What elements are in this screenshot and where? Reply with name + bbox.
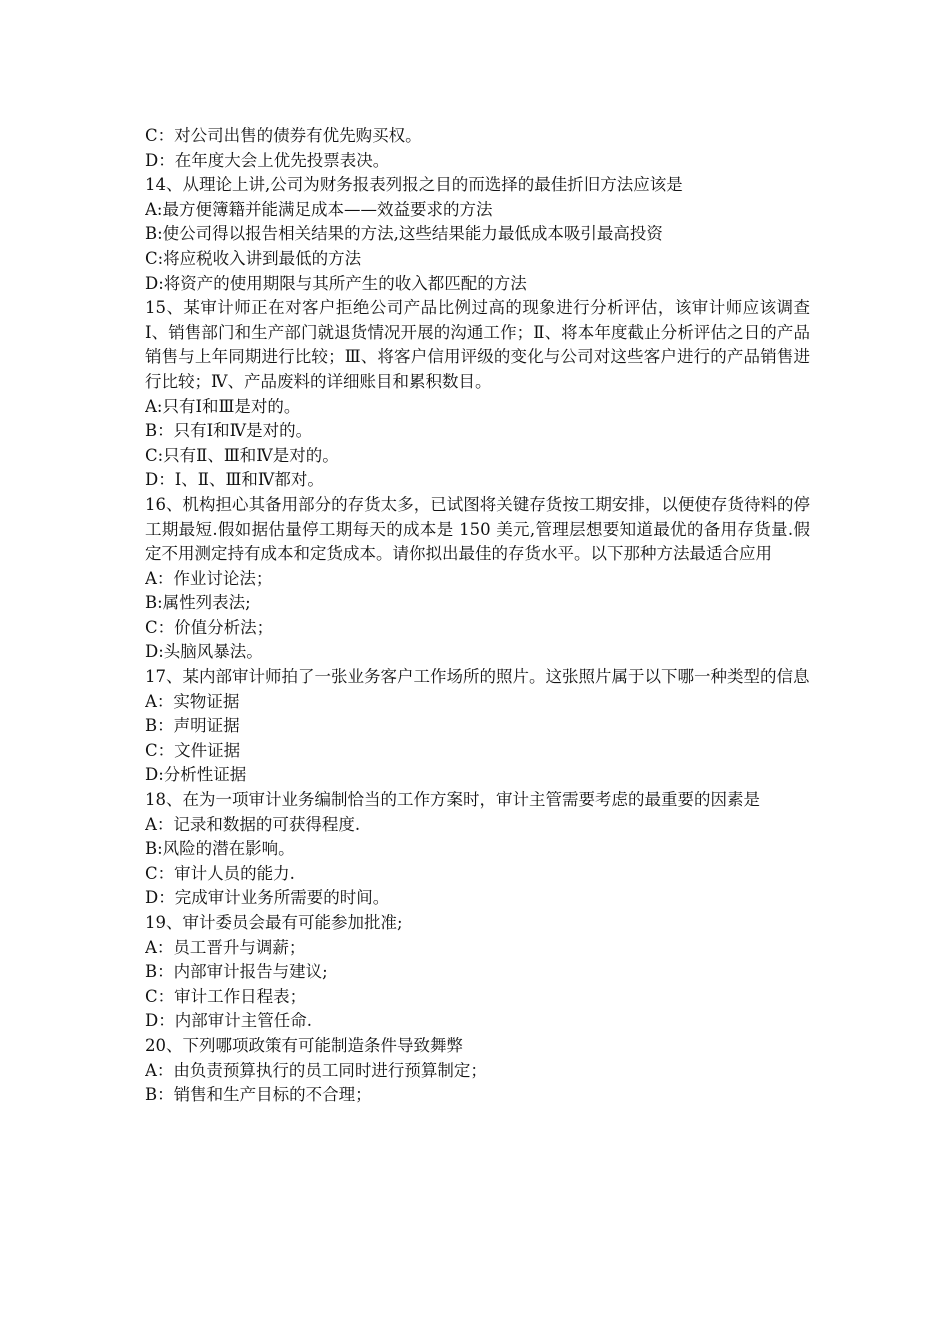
option-15c: C:只有Ⅱ、Ⅲ和Ⅳ是对的。 [145,445,339,465]
option-18c: C：审计人员的能力. [145,863,295,883]
option-18a: A：记录和数据的可获得程度. [145,814,361,834]
option-13c: C：对公司出售的债券有优先购买权。 [145,126,422,145]
option-13d: D：在年度大会上优先投票表决。 [145,150,390,170]
option-19d: D：内部审计主管任命. [145,1011,312,1031]
option-16c: C：价值分析法； [145,617,274,637]
option-20a: A：由负责预算执行的员工同时进行预算制定； [145,1060,487,1080]
option-14d: D:将资产的使用期限与其所产生的收入都匹配的方法 [145,273,527,293]
option-17c: C：文件证据 [145,740,241,760]
option-14b: B:使公司得以报告相关结果的方法,这些结果能力最低成本吸引最高投资 [145,224,663,244]
option-18b: B:风险的潜在影响。 [145,839,295,859]
option-16b: B:属性列表法; [145,593,251,613]
option-19b: B：内部审计报告与建议; [145,962,328,982]
option-14c: C:将应税收入讲到最低的方法 [145,248,362,268]
option-19c: C：审计工作日程表； [145,986,307,1006]
document-page [145,124,810,1108]
option-20b: B：销售和生产目标的不合理； [145,1085,372,1105]
option-19a: A：员工晋升与调薪； [145,937,306,957]
question-20-stem: 20、下列哪项政策有可能制造条件导致舞弊 [145,1035,463,1055]
option-15b: B：只有Ⅰ和Ⅳ是对的。 [145,421,313,441]
option-16d: D:头脑风暴法。 [145,642,263,662]
question-19-stem: 19、审计委员会最有可能参加批准; [145,913,403,932]
question-18-stem: 18、在为一项审计业务编制恰当的工作方案时，审计主管需要考虑的最重要的因素是 [145,790,760,810]
option-17d: D:分析性证据 [145,765,247,785]
question-17-stem: 17、某内部审计师拍了一张业务客户工作场所的照片。这张照片属于以下哪一种类型的信息 [145,667,810,687]
option-14a: A:最方便簿籍并能满足成本——效益要求的方法 [145,199,493,219]
option-16a: A：作业讨论法； [145,568,273,588]
question-15-stem: 15、某审计师正在对客户拒绝公司产品比例过高的现象进行分析评估，该审计师应该调查Ⅰ、销售部门和生产部门就退货情况开展的沟通工作；Ⅱ、将本年度截止分析评估之日的产品销售与上年同期进行比较；Ⅲ、将客户信用评级的变化与公司对这些客户进行的产品销售进行比较；Ⅳ、产品废料的详细账目和累积数目。 [145,298,810,391]
option-15d: D：Ⅰ、Ⅱ、Ⅲ和Ⅳ都对。 [145,470,324,490]
option-15a: A:只有Ⅰ和Ⅲ是对的。 [145,396,301,416]
question-14-stem: 14、从理论上讲,公司为财务报表列报之目的而选择的最佳折旧方法应该是 [145,175,683,195]
option-17a: A：实物证据 [145,691,240,711]
question-16-stem: 16、机构担心其备用部分的存货太多，已试图将关键存货按工期安排，以便使存货待料的停工期最短.假如据估量停工期每天的成本是 150 美元,管理层想要知道最优的备用存货量.假定不用测定持有成本和定货成本。请你拟出最佳的存货水平。以下那种方法最适合应用 [145,494,810,564]
option-17b: B：声明证据 [145,716,240,736]
option-18d: D：完成审计业务所需要的时间。 [145,888,390,908]
